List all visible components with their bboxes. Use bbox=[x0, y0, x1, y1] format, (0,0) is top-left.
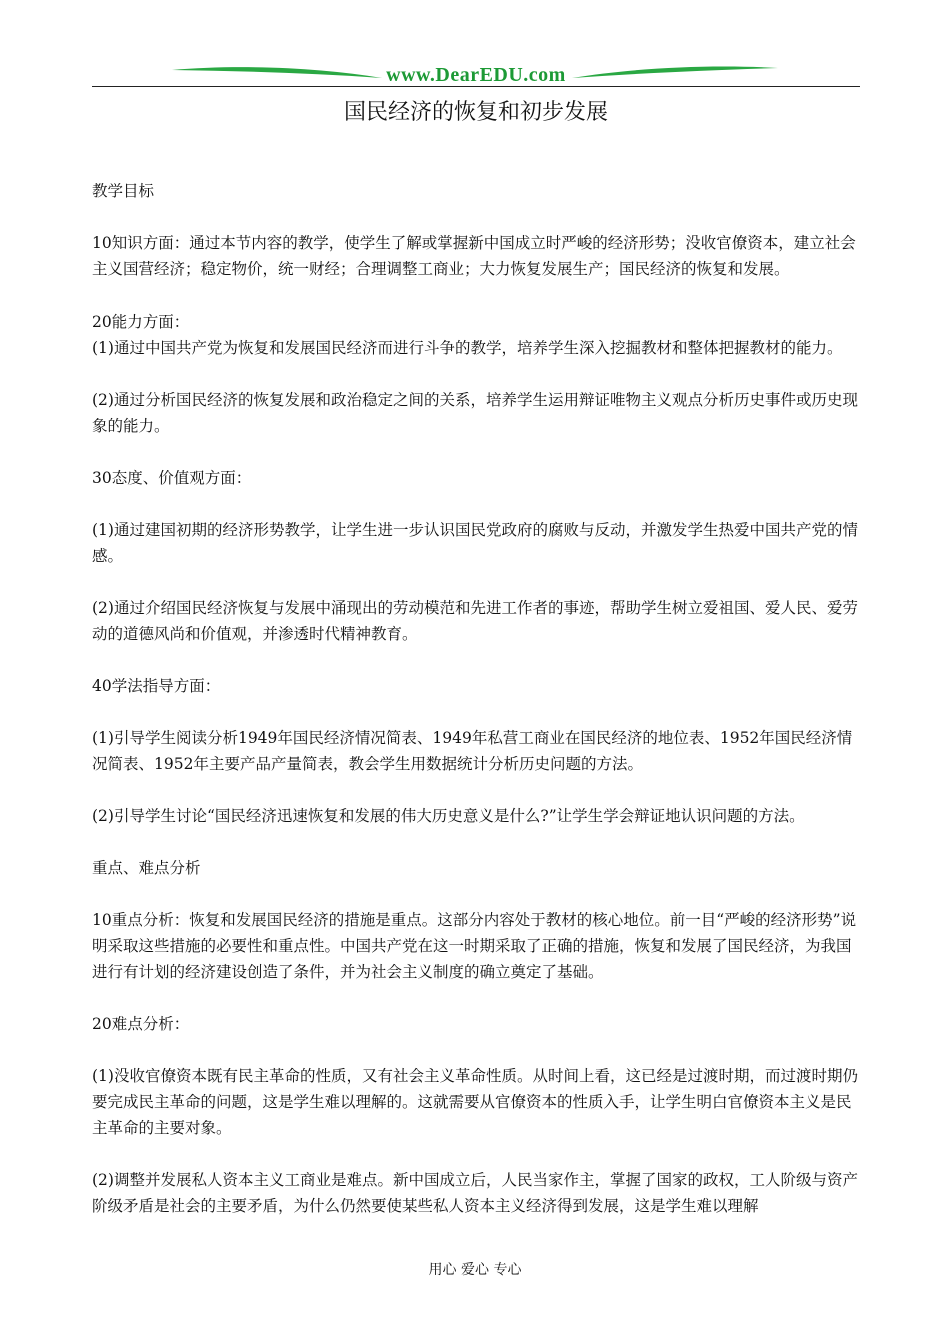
paragraph: 30态度、价值观方面： bbox=[92, 469, 252, 487]
paragraph: (1)通过中国共产党为恢复和发展国民经济而进行斗争的教学，培养学生深入挖掘教材和整体把握教材的能力。 bbox=[92, 339, 843, 357]
paragraph: 教学目标 bbox=[92, 182, 155, 200]
paragraph: 20难点分析： bbox=[92, 1015, 190, 1033]
document-body bbox=[92, 178, 862, 1219]
paragraph: (1)引导学生阅读分析1949年国民经济情况简表、1949年私营工商业在国民经济的地位表、1952年国民经济情况简表、1952年主要产品产量简表，教会学生用数据统计分析历史问题的方法。 bbox=[92, 729, 853, 773]
paragraph: 10知识方面：通过本节内容的教学，使学生了解或掌握新中国成立时严峻的经济形势；没收官僚资本，建立社会主义国营经济；稳定物价，统一财经；合理调整工商业；大力恢复发展生产；国民经济的恢复和发展。 bbox=[92, 234, 856, 278]
paragraph: 重点、难点分析 bbox=[92, 859, 201, 877]
paragraph: (2)引导学生讨论“国民经济迅速恢复和发展的伟大历史意义是什么?”让学生学会辩证地认识问题的方法。 bbox=[92, 807, 805, 825]
paragraph: (1)通过建国初期的经济形势教学，让学生进一步认识国民党政府的腐败与反动，并激发学生热爱中国共产党的情感。 bbox=[92, 521, 858, 565]
paragraph: (2)通过介绍国民经济恢复与发展中涌现出的劳动模范和先进工作者的事迹，帮助学生树立爱祖国、爱人民、爱劳动的道德风尚和价值观，并渗透时代精神教育。 bbox=[92, 599, 858, 643]
site-logo[interactable]: www.DearEDU.com bbox=[92, 64, 860, 86]
paragraph: (2)通过分析国民经济的恢复发展和政治稳定之间的关系，培养学生运用辩证唯物主义观点分析历史事件或历史现象的能力。 bbox=[92, 391, 858, 435]
paragraph: 20能力方面： bbox=[92, 313, 190, 331]
paragraph: (1)没收官僚资本既有民主革命的性质，又有社会主义革命性质。从时间上看，这已经是过渡时期，而过渡时期仍要完成民主革命的问题，这是学生难以理解的。这就需要从官僚资本的性质入手，让学生明白官僚资本主义是民主革命的主要对象。 bbox=[92, 1067, 858, 1137]
header-rule bbox=[92, 86, 860, 87]
paragraph: 40学法指导方面： bbox=[92, 677, 221, 695]
header-banner bbox=[92, 62, 860, 88]
page-footer: 用心 爱心 专心 bbox=[428, 1262, 522, 1278]
paragraph: (2)调整并发展私人资本主义工商业是难点。新中国成立后，人民当家作主，掌握了国家的政权，工人阶级与资产阶级矛盾是社会的主要矛盾，为什么仍然要使某些私人资本主义经济得到发展，这是学生难以理解 bbox=[92, 1171, 858, 1215]
document-title: 国民经济的恢复和初步发展 bbox=[343, 100, 608, 125]
paragraph: 10重点分析：恢复和发展国民经济的措施是重点。这部分内容处于教材的核心地位。前一目“严峻的经济形势”说明采取这些措施的必要性和重点性。中国共产党在这一时期采取了正确的措施，恢复和发展了国民经济，为我国进行有计划的经济建设创造了条件，并为社会主义制度的确立奠定了基础。 bbox=[92, 911, 857, 981]
